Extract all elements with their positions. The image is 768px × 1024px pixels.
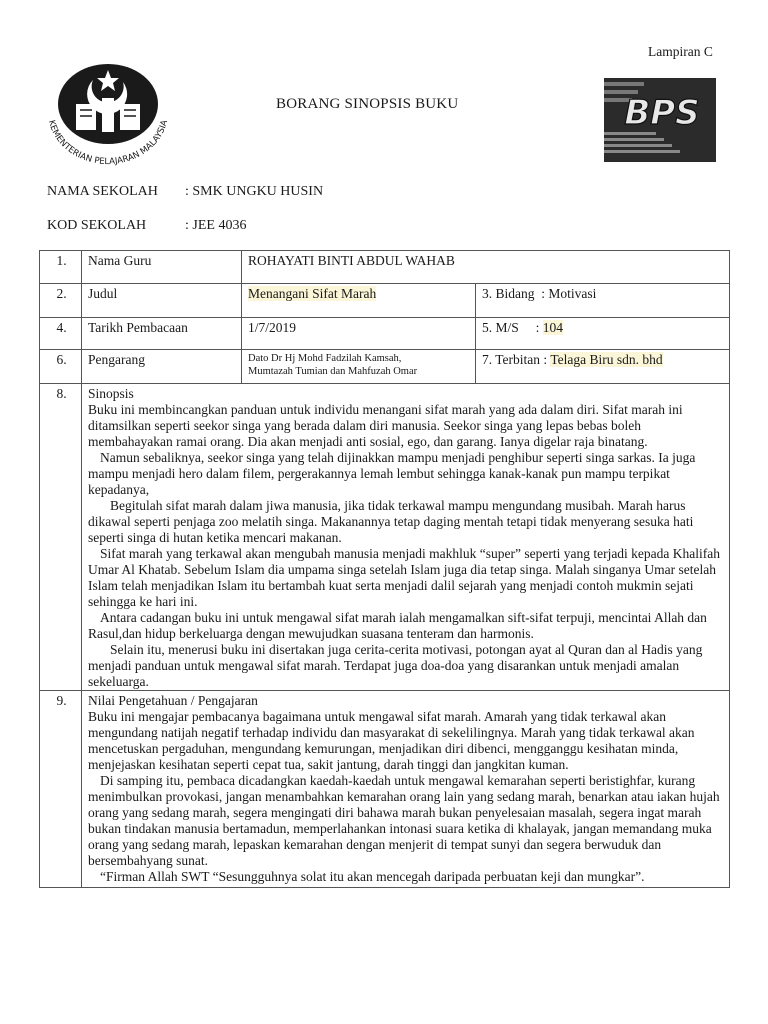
- book-title-value: Menangani Sifat Marah: [248, 286, 377, 301]
- knowledge-paragraph: “Firman Allah SWT “Sesungguhnya solat itu akan mencegah daripada perbuatan keji dan mungkar”.: [100, 869, 645, 884]
- book-title-cell: [242, 284, 476, 318]
- author-row: [40, 350, 730, 384]
- publisher-cell: [476, 350, 730, 384]
- teacher-value: ROHAYATI BINTI ABDUL WAHAB: [242, 251, 730, 284]
- knowledge-paragraph: Buku ini mengajar pembacanya bagaimana untuk mengawal sifat marah. Amarah yang tidak terkawal akan mengundang natijah negatif terhadap individu dan masyarakat di sekelilingnya. Marah yang tidak terkawal akan mencetuskan pergaduhan, mengundang kemurungan, menjadikan diri dibenci, mengganggu kesihatan minda, menjejaskan kesihatan seperti cepat tua, sakit jantung, darah tinggi dan jangkitan kuman.: [88, 709, 695, 772]
- author-label: Pengarang: [82, 350, 242, 384]
- synopsis-paragraph: Begitulah sifat marah dalam jiwa manusia, jika tidak terkawal mampu mengundang musibah. Marah harus dikawal seperti penjaga zoo melatih singa. Makanannya tetap daging mentah tetapi tidak menyerang sesuka hati seperti singa di hutan ketika mencari makanan.: [88, 498, 694, 545]
- row-number: 1.: [40, 251, 82, 284]
- school-name-row: [47, 184, 323, 200]
- publisher-label: 7. Terbitan :: [482, 352, 551, 367]
- ministry-logo: [38, 60, 178, 170]
- synopsis-cell: [82, 384, 730, 691]
- svg-text:KEMENTERIAN PELAJARAN MALAYSIA: KEMENTERIAN PELAJARAN MALAYSIA: [45, 119, 171, 168]
- row-number: 6.: [40, 350, 82, 384]
- bps-logo: [600, 74, 720, 166]
- school-code-label: KOD SEKOLAH: [47, 218, 147, 233]
- synopsis-paragraph: Antara cadangan buku ini untuk mengawal sifat marah ialah mengamalkan sift-sifat terpuji, mencintai Allah dan Rasul,dan hidup berkeluarga dengan mewujudkan suasana tenteram dan harmonis.: [88, 610, 707, 641]
- row-number: 2.: [40, 284, 82, 318]
- title-row: [40, 284, 730, 318]
- reading-date-value: 1/7/2019: [242, 318, 476, 350]
- row-number: 8.: [40, 384, 82, 691]
- row-number: 9.: [40, 691, 82, 888]
- author-line: Dato Dr Hj Mohd Fadzilah Kamsah,: [248, 353, 402, 364]
- knowledge-paragraph: Di samping itu, pembaca dicadangkan kaedah-kaedah untuk mengawal kemarahan seperti beristighfar, kurang menimbulkan provokasi, jangan menambahkan kemarahan orang lain yang sedang marah, benarkan atau iakan hujah orang yang sedang marah, segera mengingati diri bahawa marah bukan penyelesaian masalah, segera ingat marah bukan tindakan manusia bertamadun, memperlahankan intonasi suara ketika di khalayak, jangan memandang muka orang yang sedang marah, lepaskan kemarahan dengan menjerit di tempat sunyi dan segera berwuduk dan bersembahyang sunat.: [88, 773, 720, 868]
- appendix-label: Lampiran C: [648, 44, 713, 59]
- school-name-label: NAMA SEKOLAH: [47, 184, 158, 199]
- form-title: BORANG SINOPSIS BUKU: [276, 96, 459, 112]
- synopsis-paragraph: Sifat marah yang terkawal akan mengubah manusia menjadi makhluk “super” seperti yang terjadi kepada Khalifah Umar Al Khatab. Sebelum Islam dia umpama singa setelah Islam juga dia tetap singa. Malah singanya Umar setelah Islam telah menjadikan Islam itu bertambah kuat serta menjadi dalil sejarah yang menjadi contoh mukmin sejati sehingga ke hari ini.: [88, 546, 721, 609]
- synopsis-paragraph: Namun sebaliknya, seekor singa yang telah dijinakkan mampu menjadi penghibur seperti singa sarkas. Ia juga mampu menjadi hero dalam filem, pergerakannya lemah lembut sehingga kanak-kanak pun mampu terpikat kepadanya,: [88, 450, 696, 497]
- teacher-label: Nama Guru: [82, 251, 242, 284]
- pages-label: 5. M/S :: [482, 320, 543, 335]
- pages-cell: [476, 318, 730, 350]
- knowledge-heading: Nilai Pengetahuan / Pengajaran: [88, 693, 258, 708]
- svg-text:BPS: BPS: [624, 93, 700, 133]
- teacher-row: [40, 251, 730, 284]
- field-cell: [476, 284, 730, 318]
- school-code-row: [47, 218, 246, 234]
- knowledge-cell: [82, 691, 730, 888]
- field-value: Motivasi: [548, 286, 597, 301]
- synopsis-form-table: [39, 250, 730, 888]
- book-title-label: Judul: [82, 284, 242, 318]
- reading-date-label: Tarikh Pembacaan: [82, 318, 242, 350]
- synopsis-paragraph: Buku ini membincangkan panduan untuk individu menangani sifat marah yang ada dalam diri. Sifat marah ini ditamsilkan seperti seekor singa yang berada dalam diri manusia. Seekor singa yang lepas bebas boleh membahayakan ramai orang. Dia akan menjadi anti sosial, ego, dan garang. Ianya digelar raja binatang.: [88, 402, 683, 449]
- reading-date-row: [40, 318, 730, 350]
- author-line: Mumtazah Tumian dan Mahfuzah Omar: [248, 366, 418, 377]
- row-number: 4.: [40, 318, 82, 350]
- pages-value: 104: [542, 320, 564, 335]
- author-value: [242, 350, 476, 384]
- school-code-value: : JEE 4036: [185, 218, 247, 233]
- synopsis-row: [40, 384, 730, 691]
- synopsis-heading: Sinopsis: [88, 386, 134, 401]
- synopsis-paragraph: Selain itu, menerusi buku ini disertakan juga cerita-cerita motivasi, potongan ayat al Quran dan al Hadis yang menjadi panduan untuk mengawal sifat marah. Terdapat juga doa-doa yang disarankan untuk menjadi amalan sekeluarga.: [88, 642, 703, 689]
- field-label: 3. Bidang :: [482, 286, 549, 301]
- publisher-value: Telaga Biru sdn. bhd: [550, 352, 663, 367]
- school-name-value: : SMK UNGKU HUSIN: [185, 184, 324, 199]
- knowledge-row: [40, 691, 730, 888]
